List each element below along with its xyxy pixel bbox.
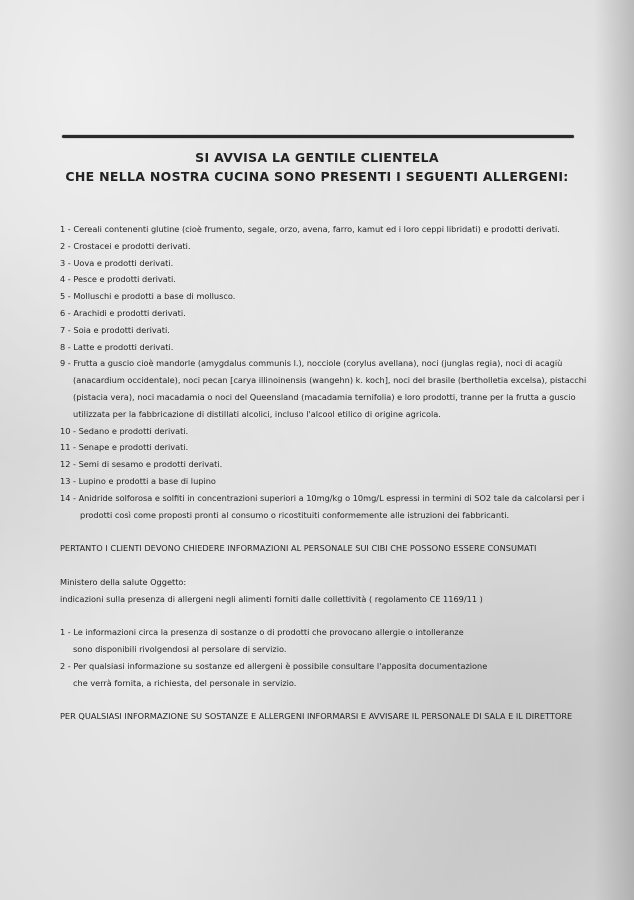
allergen-item-7: 7 - Soia e prodotti derivati. — [60, 324, 170, 335]
allergen-item-8: 8 - Latte e prodotti derivati. — [60, 341, 174, 352]
allergen-item-11: 11 - Senape e prodotti derivati. — [60, 442, 189, 453]
spacer — [60, 523, 580, 540]
allergen-item-10: 10 - Sedano e prodotti derivati. — [60, 425, 189, 436]
allergen-item-6: 6 - Arachidi e prodotti derivati. — [60, 307, 186, 318]
info-point-2-line-1: 2 - Per qualsiasi informazione su sostanze ed allergeni è possibile consultare l'apposita documentazione — [60, 660, 488, 671]
info-point-1-line-1: 1 - Le informazioni circa la presenza di sostanze o di prodotti che provocano allergie o intolleranze — [60, 627, 464, 638]
notice-staff: PER QUALSIASI INFORMAZIONE SU SOSTANZE E ALLERGENI INFORMARSI E AVVISARE IL PERSONALE DI SALA E IL DIRETTORE — [60, 711, 573, 722]
allergen-item-9-line-3: (pistacia vera), noci macadamia o noci del Queensland (macadamia ternifolia) e loro prodotti, tranne per la frutta a guscio — [73, 391, 576, 402]
spacer — [60, 557, 580, 574]
notice-customers: PERTANTO I CLIENTI DEVONO CHIEDERE INFORMAZIONI AL PERSONALE SUI CIBI CHE POSSONO ESSERE CONSUMATI — [60, 543, 537, 554]
allergen-item-1: 1 - Cereali contenenti glutine (cioè frumento, segale, orzo, avena, farro, kamut ed i loro ceppi libridati) e prodotti derivati. — [60, 224, 560, 234]
allergen-item-3: 3 - Uova e prodotti derivati. — [60, 257, 174, 268]
heading-line-2: CHE NELLA NOSTRA CUCINA SONO PRESENTI I SEGUENTI ALLERGENI: — [65, 169, 569, 184]
info-point-1-line-2: sono disponibili rivolgendosi al persolare di servizio. — [73, 643, 287, 654]
allergen-item-14-line-1: 14 - Anidride solforosa e solfiti in concentrazioni superiori a 10mg/kg o 10mg/L espressi in termini di SO2 tale da calcolarsi per i — [60, 492, 585, 503]
allergen-item-2: 2 - Crostacei e prodotti derivati. — [60, 240, 191, 251]
allergen-item-13: 13 - Lupino e prodotti a base di lupino — [60, 475, 216, 486]
allergen-item-14-line-2: prodotti così come proposti pronti al consumo o ricostituiti conformemente alle istruzioni dei fabbricanti. — [80, 509, 510, 520]
allergen-item-9-line-1: 9 - Frutta a guscio cioè mandorle (amygdalus communis l.), nocciole (corylus avellana), noci (junglas regia), noci di acagiù — [60, 358, 563, 369]
allergen-item-9-line-4: utilizzata per la fabbricazione di distillati alcolici, incluso l'alcool etilico di origine agricola. — [73, 408, 441, 419]
heading-line-1: SI AVVISA LA GENTILE CLIENTELA — [195, 150, 439, 165]
spacer — [60, 691, 580, 708]
spacer — [60, 607, 580, 624]
allergen-item-9-line-2: (anacardium occidentale), noci pecan [carya illinoinensis (wangehn) k. koch], noci del brasile (bertholletia excelsa), pistacchi — [73, 375, 587, 386]
allergen-item-5: 5 - Molluschi e prodotti a base di mollusco. — [60, 291, 236, 302]
allergen-item-12: 12 - Semi di sesamo e prodotti derivati. — [60, 459, 223, 470]
info-point-2-line-2: che verrà fornita, a richiesta, del personale in servizio. — [73, 677, 297, 688]
allergen-item-4: 4 - Pesce e prodotti derivati. — [60, 274, 176, 285]
ministry-title: Ministero della salute Oggetto: — [60, 576, 187, 587]
ministry-subject: indicazioni sulla presenza di allergeni negli alimenti forniti dalle collettività ( regolamento CE 1169/11 ) — [60, 593, 483, 604]
allergen-notice-body — [60, 221, 587, 725]
top-divider — [62, 135, 574, 138]
paper-edge-shadow — [594, 0, 634, 900]
